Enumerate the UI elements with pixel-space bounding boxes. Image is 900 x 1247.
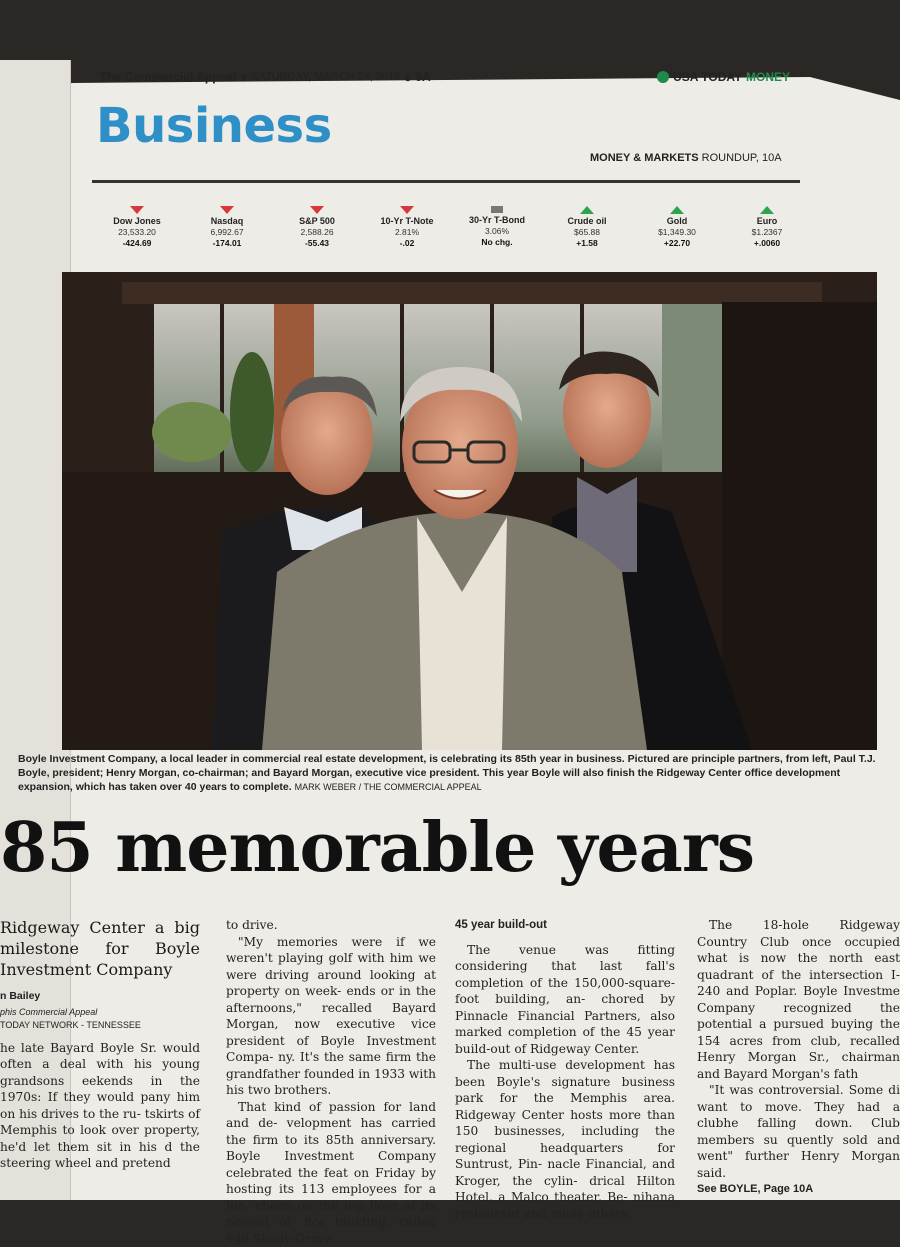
section-title: Business [96, 98, 332, 154]
arrow-down-icon [130, 206, 144, 214]
ticker-change: +1.58 [542, 238, 632, 249]
ticker-value: $1.2367 [722, 227, 812, 238]
arrow-down-icon [310, 206, 324, 214]
ticker-nasdaq [182, 206, 272, 258]
ticker-gold [632, 206, 722, 258]
issue-date: SATURDAY, MARCH 24, 2018 [251, 71, 400, 83]
ticker-change: No chg. [452, 237, 542, 248]
page-number: 9A [415, 70, 430, 84]
ticker-change: -.02 [362, 238, 452, 249]
ticker-change: +22.70 [632, 238, 722, 249]
ticker-10yr-note [362, 206, 452, 258]
ticker-name: Nasdaq [182, 216, 272, 227]
roundup-reference [590, 152, 782, 164]
ticker-change: -424.69 [92, 238, 182, 249]
ticker-name: S&P 500 [272, 216, 362, 227]
ticker-euro [722, 206, 812, 258]
usa-today-money-logo [657, 70, 790, 84]
ticker-value: 3.06% [452, 226, 542, 237]
article-column-1 [0, 917, 200, 1172]
article-paragraph: The venue was fitting considering that last fall's completion of the 150,000-square-foot building, an- chored by Pinnacle Financial Partners, also marked completion of the 45 year build-out of Ridgeway Center. [455, 942, 675, 1058]
ticker-sp500 [272, 206, 362, 258]
ticker-value: $65.88 [542, 227, 632, 238]
roundup-page: ROUNDUP, 10A [702, 152, 782, 164]
ticker-name: Euro [722, 216, 812, 227]
article-paragraph: "It was controversial. Some di want to move. They had a clubhe falling down. Club members su quently sold and went" further Henry Morgan said. [697, 1082, 900, 1181]
ticker-name: Crude oil [542, 216, 632, 227]
article-byline: n Bailey [0, 988, 200, 1005]
byline-affiliation: phis Commercial Appeal [0, 1006, 200, 1019]
masthead [100, 66, 790, 88]
masthead-separator: ▮ [405, 72, 410, 83]
usa-today-dot-icon [657, 71, 669, 83]
ticker-30yr-bond [452, 206, 542, 258]
ticker-crude-oil [542, 206, 632, 258]
jump-reference: See BOYLE, Page 10A [697, 1181, 900, 1198]
three-men-portrait-image [62, 272, 877, 750]
article-photo [62, 272, 877, 750]
network-name: USA TODAY [673, 70, 742, 84]
ticker-dow [92, 206, 182, 258]
ticker-change: +.0060 [722, 238, 812, 249]
article-paragraph: The 18-hole Ridgeway Country Club once occupied what is now the north east quadrant of the intersection I-240 and Poplar. Boyle Investme Company recognized the potential a pursued buying the 154 acres from club, recalled Henry Morgan Sr., chairman and Bayard Morgan's fath [697, 917, 900, 1082]
article-column-4 [697, 917, 900, 1198]
no-change-icon [491, 206, 503, 213]
market-tickers [92, 206, 812, 258]
ticker-value: 2,588.26 [272, 227, 362, 238]
arrow-down-icon [220, 206, 234, 214]
article-paragraph: "My memories were if we weren't playing golf with him we were driving around looking at property on week- ends or in the afternoons," recalled Bayard Morgan, now executive vice president of Boyle Investment Compa- ny. It's the same firm the grandfather founded in 1933 with his two brothers. [226, 934, 436, 1099]
masthead-separator: ▮ [241, 72, 246, 83]
arrow-down-icon [400, 206, 414, 214]
article-subhead: 45 year build-out [455, 917, 675, 934]
ticker-change: -55.43 [272, 238, 362, 249]
section-rule [92, 180, 800, 183]
roundup-label: MONEY & MARKETS [590, 152, 699, 164]
article-paragraph: he late Bayard Boyle Sr. would often a deal with his young grandsons eekends in the 1970s: If they would pany him on his drives to the ru- tskirts of Memphis to look over property, he'd let them sit in his d the steering wheel and pretend [0, 1040, 200, 1172]
publication-name: The Commercial Appeal [100, 70, 236, 84]
ticker-name: Gold [632, 216, 722, 227]
ticker-name: 30-Yr T-Bond [452, 215, 542, 226]
arrow-up-icon [670, 206, 684, 214]
ticker-value: 23,533.20 [92, 227, 182, 238]
ticker-name: Dow Jones [92, 216, 182, 227]
ticker-value: 6,992.67 [182, 227, 272, 238]
arrow-up-icon [760, 206, 774, 214]
article-paragraph: That kind of passion for land and de- velopment has carried the firm to its 85th anniversary. Boyle Investment Company celebrated the feat on Friday by hosting its 113 employees for a lun- cheon on the top floor of its newest of- fice building, called 949 Shady Grove. [226, 1099, 436, 1247]
article-deck: Ridgeway Center a big milestone for Boyle Investment Company [0, 917, 200, 980]
photo-caption [18, 752, 880, 794]
ticker-change: -174.01 [182, 238, 272, 249]
ticker-value: $1,349.30 [632, 227, 722, 238]
article-paragraph: The multi-use development has been Boyle's signature business park for the Memphis area. Ridgeway Center hosts more than 150 businesses, including the regional headquarters for Suntrust, Pin- nacle Financial, and Kroger, the cylin- drical Hilton Hotel, a Malco theater, Be- nihana restaurant and many others. [455, 1057, 675, 1222]
caption-text: Boyle Investment Company, a local leader in commercial real estate development, is celebrating its 85th year in business. Pictured are principle partners, from left, Paul T.J. Boyle, president; Henry Morgan, co-chairman; and Bayard Morgan, executive vice president. This year Boyle will also finish the Ridgeway Center office development expansion, which has taken over 40 years to complete. [18, 753, 876, 793]
article-headline: 85 memorable years [0, 808, 900, 888]
byline-network: TODAY NETWORK - TENNESSEE [0, 1019, 200, 1032]
ticker-name: 10-Yr T-Note [362, 216, 452, 227]
network-section: MONEY [746, 70, 790, 84]
photo-credit: MARK WEBER / THE COMMERCIAL APPEAL [295, 782, 482, 792]
article-column-3 [455, 917, 675, 1222]
arrow-up-icon [580, 206, 594, 214]
article-column-2 [226, 917, 436, 1247]
article-paragraph: to drive. [226, 917, 436, 934]
ticker-value: 2.81% [362, 227, 452, 238]
